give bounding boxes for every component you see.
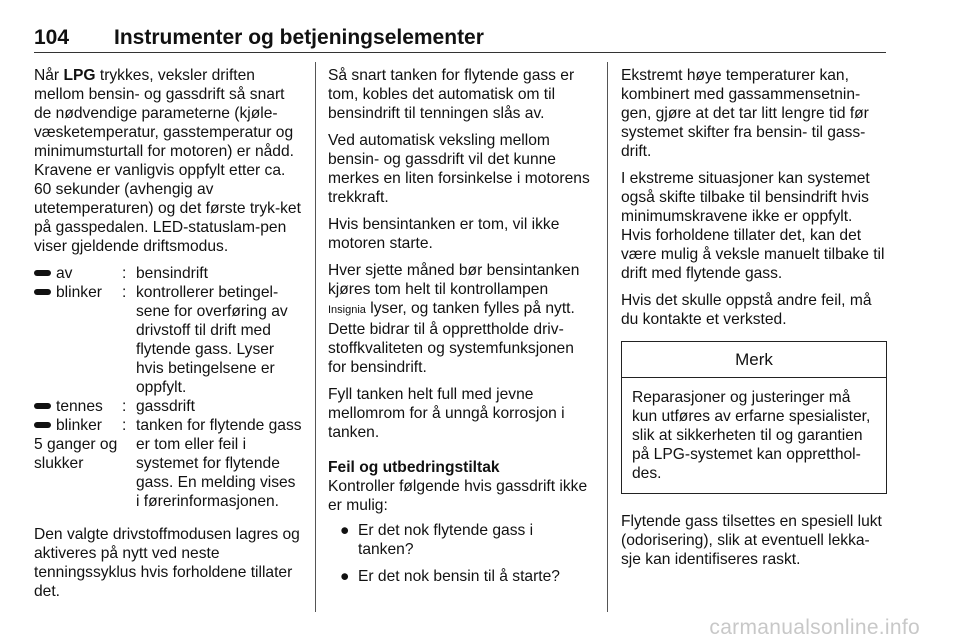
lpg-button-label: LPG	[63, 67, 96, 84]
header-divider	[34, 52, 886, 53]
list-item: ● Er det nok bensin til å starte?	[340, 568, 560, 585]
paragraph: Hvis det skulle oppstå andre feil, må du kontakte et verksted.	[621, 292, 872, 328]
watermark: carmanualsonline.info	[709, 616, 920, 639]
mode-row: blinker 5 ganger og slukker : tanken for flytende gass er tom eller feil i systemet for flytende gass. En melding vises i førerinformasjonen.	[34, 417, 302, 510]
note-box	[621, 341, 887, 494]
checklist	[328, 521, 592, 586]
intro-paragraph: Når LPG trykkes, veksler driften mellom bensin- og gassdrift så snart de nødvendige parameterne (kjøle-væsketemperatur, gasstemperatur og minimumsturtall for motoren) er nådd. Kravene er vanligvis oppfylt etter ca. 60 sekunder (avhengig av utetemperaturen) og det første tryk-ket på gasspedalen. LED-statuslam-pen viser gjeldende driftsmodus.	[34, 67, 301, 255]
column-middle	[328, 66, 592, 594]
led-mode-list	[34, 264, 302, 511]
page-title: Instrumenter og betjeningselementer	[114, 26, 484, 49]
column-left	[34, 66, 302, 609]
column-divider	[315, 62, 316, 612]
mode-row: av : bensindrift	[34, 264, 302, 283]
paragraph: Fyll tanken helt full med jevne mellomrom for å unngå korrosjon i tanken.	[328, 386, 565, 441]
note-title: Merk	[622, 342, 886, 378]
led-indicator-icon	[34, 289, 51, 295]
warning-lamp-label: Insignia	[328, 304, 366, 316]
paragraph: Flytende gass tilsettes en spesiell lukt (odorisering), slik at eventuell lekka-sje kan identifiseres raskt.	[621, 513, 882, 568]
section-heading: Feil og utbedringstiltak	[328, 459, 500, 476]
paragraph: Kontroller følgende hvis gassdrift ikke er mulig:	[328, 478, 588, 514]
bullet-icon: ●	[340, 522, 350, 539]
mode-row: tennes : gassdrift	[34, 397, 302, 416]
paragraph: Så snart tanken for flytende gass er tom, kobles det automatisk om til bensindrift til tenningen slås av.	[328, 67, 575, 122]
column-right	[621, 66, 887, 577]
bullet-icon: ●	[340, 568, 350, 585]
outro-paragraph: Den valgte drivstoffmodusen lagres og aktiveres på nytt ved neste tenningssyklus hvis forholdene tillater det.	[34, 526, 300, 600]
list-item: ● Er det nok flytende gass i tanken?	[340, 522, 534, 558]
paragraph: Ekstremt høye temperaturer kan, kombinert med gassammensetnin-gen, gjøre at det tar litt lengre tid før systemet skifter fra bensin- til gass-drift.	[621, 67, 869, 160]
note-body: Reparasjoner og justeringer må kun utføres av erfarne spesialister, slik at sikkerheten til og garantien på LPG-systemet kan oppretthol-des.	[632, 389, 871, 482]
paragraph: Ved automatisk veksling mellom bensin- og gassdrift vil det kunne merkes en liten forsinkelse i motorens trekkraft.	[328, 132, 590, 206]
paragraph: Hvis bensintanken er tom, vil ikke motoren starte.	[328, 216, 560, 252]
led-indicator-icon	[34, 422, 51, 428]
page-number: 104	[34, 26, 70, 49]
column-divider	[607, 62, 608, 612]
led-indicator-icon	[34, 270, 51, 276]
paragraph: I ekstreme situasjoner kan systemet også skifte tilbake til bensindrift hvis minimumskravene ikke er oppfylt. Hvis forholdene tillater det, kan det være mulig å veksle manuelt tilbake til drift med flytende gass.	[621, 170, 885, 282]
led-indicator-icon	[34, 403, 51, 409]
paragraph: Hver sjette måned bør bensintanken kjøres tom helt til kontrollampen Insignia lyser, og tanken fylles på nytt. Dette bidrar til å opprettholde driv-stoffkvaliteten og systemfunksjonen for bensindrift.	[328, 262, 580, 376]
mode-row: blinker : kontrollerer betingel-sene for overføring av drivstoff til drift med flytende gass. Lyser hvis betingelsene er oppfylt.	[34, 283, 302, 397]
